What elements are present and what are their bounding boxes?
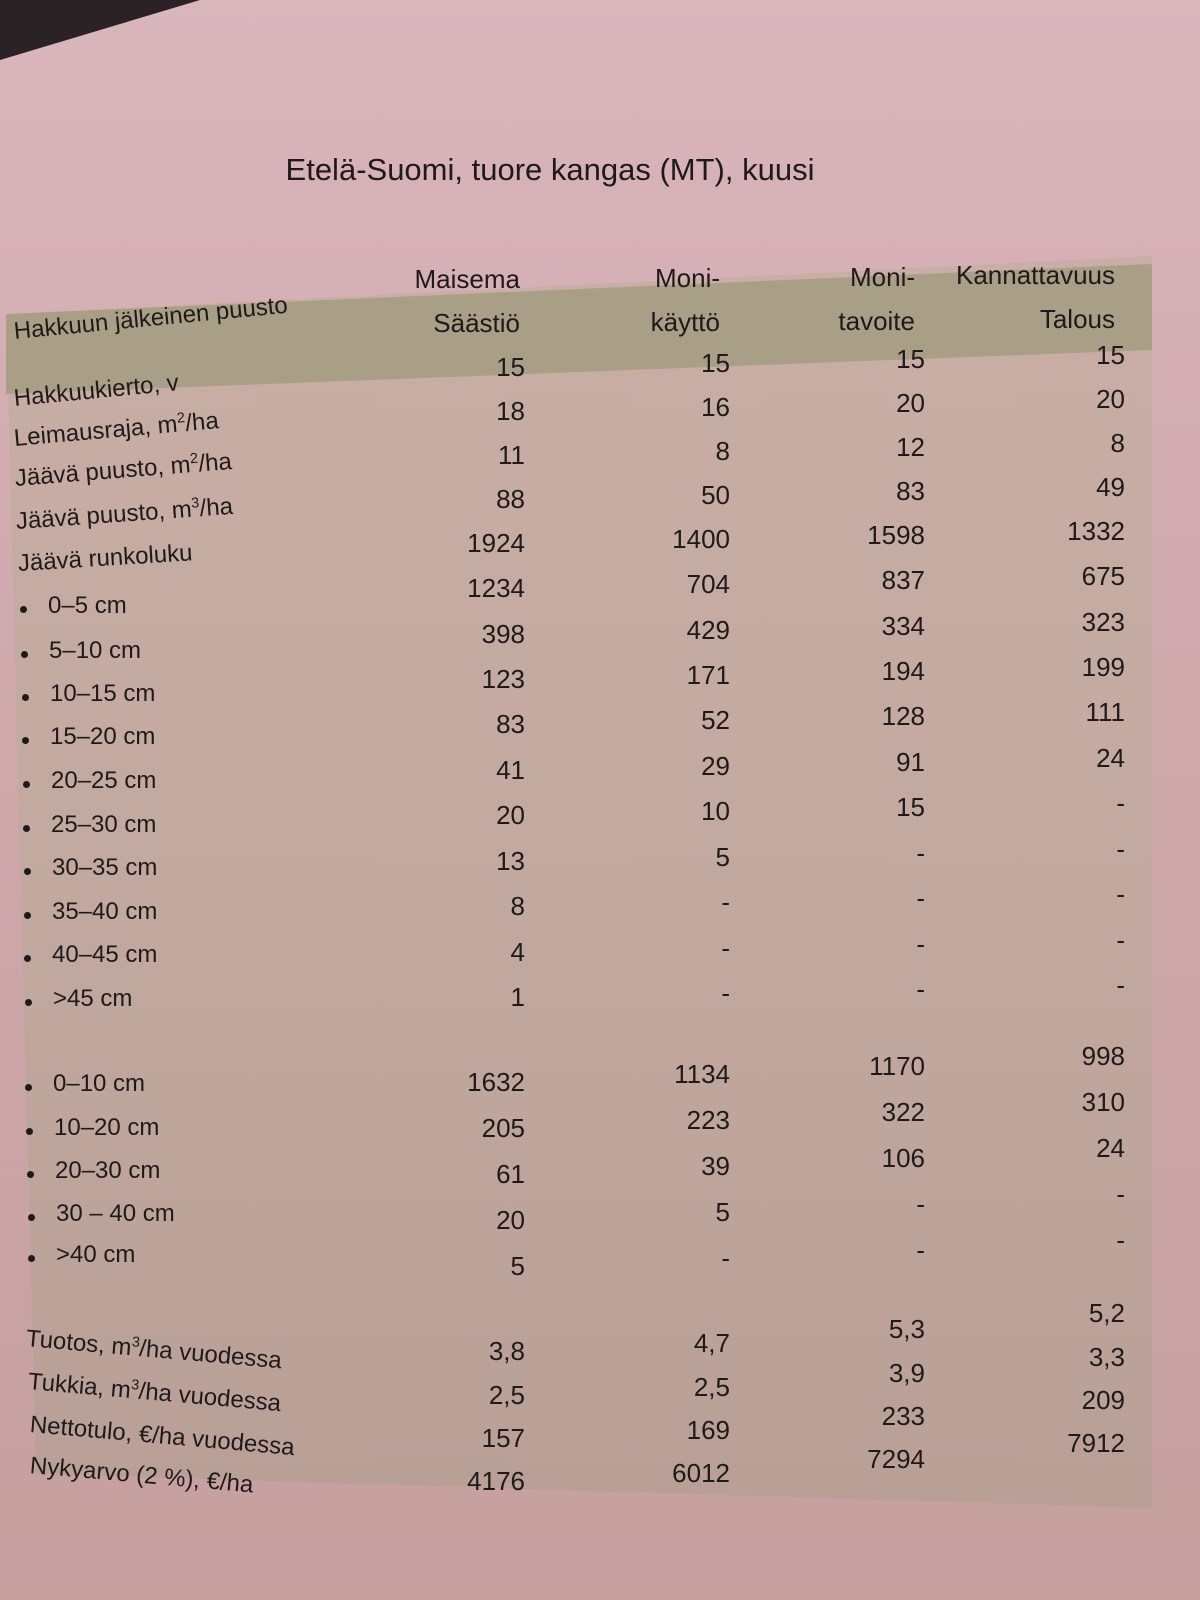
table-cell: 2,5 bbox=[488, 1380, 525, 1410]
table-cell: 209 bbox=[1081, 1385, 1125, 1415]
table-cell: 323 bbox=[1081, 607, 1125, 637]
table-cell: 41 bbox=[496, 755, 525, 785]
table-cell: 1170 bbox=[869, 1051, 925, 1081]
table-cell: 205 bbox=[481, 1113, 525, 1143]
table-cell: 24 bbox=[1096, 1133, 1125, 1163]
table-cell: 20 bbox=[1096, 384, 1125, 414]
table-cell: 111 bbox=[1085, 697, 1125, 727]
table-cell: 4176 bbox=[467, 1466, 525, 1496]
table-cell: 52 bbox=[701, 705, 730, 735]
table-cell: 15 bbox=[496, 352, 525, 382]
table-cell: 675 bbox=[1081, 561, 1125, 591]
bullet-icon bbox=[25, 999, 32, 1006]
table-cell: 2,5 bbox=[693, 1372, 730, 1402]
table-cell: 20 bbox=[896, 388, 925, 418]
bullet-icon bbox=[23, 781, 30, 788]
bullet-icon bbox=[28, 1214, 35, 1221]
table-cell: 171 bbox=[686, 660, 730, 690]
table-cell: 6012 bbox=[672, 1458, 730, 1488]
row-label: 0–5 cm bbox=[48, 592, 127, 619]
table-cell: 20 bbox=[496, 800, 525, 830]
table-cell: - bbox=[721, 1243, 730, 1273]
table-cell: 13 bbox=[496, 846, 525, 876]
row-label: 20–30 cm bbox=[55, 1157, 161, 1184]
row-label: 10–20 cm bbox=[54, 1114, 160, 1141]
table-cell: 16 bbox=[701, 392, 730, 422]
table-cell: 704 bbox=[686, 569, 730, 599]
table-cell: 83 bbox=[496, 709, 525, 739]
table-cell: 106 bbox=[881, 1143, 925, 1173]
table-cell: 1134 bbox=[674, 1059, 730, 1089]
table-cell: 334 bbox=[881, 611, 925, 641]
row-label: 15–20 cm bbox=[50, 723, 156, 750]
table-cell: 5,3 bbox=[888, 1314, 925, 1344]
table-cell: 88 bbox=[496, 484, 525, 514]
column-header-1-line1: Maisema bbox=[414, 264, 520, 294]
row-label: >40 cm bbox=[56, 1241, 136, 1268]
row-label: 25–30 cm bbox=[51, 811, 157, 838]
table-cell: 15 bbox=[896, 344, 925, 374]
column-header-3-line1: Moni- bbox=[849, 261, 915, 292]
table-cell: 3,8 bbox=[488, 1336, 525, 1366]
table-cell: 1598 bbox=[867, 520, 925, 550]
table-cell: 83 bbox=[896, 476, 925, 506]
table-cell: 429 bbox=[686, 615, 730, 645]
table-cell: 157 bbox=[481, 1423, 525, 1453]
row-label: 10–15 cm bbox=[50, 680, 156, 707]
table-cell: 8 bbox=[510, 891, 525, 921]
row-label: Nettotulo, €/ha vuodessa bbox=[28, 1411, 296, 1462]
table-cell: 3,3 bbox=[1088, 1342, 1125, 1372]
row-label: Nykyarvo (2 %), €/ha bbox=[28, 1452, 255, 1499]
table-cell: 15 bbox=[1096, 340, 1125, 370]
row-label: Leimausraja, $m^2/ha$ bbox=[12, 407, 220, 452]
bullet-icon bbox=[28, 1255, 35, 1262]
table-cell: 49 bbox=[1096, 472, 1125, 502]
table-cell: 5 bbox=[715, 1197, 730, 1227]
bullet-icon bbox=[22, 694, 29, 701]
column-header-4-line1: Kannattavuus bbox=[955, 260, 1115, 291]
row-label: 0–10 cm bbox=[53, 1070, 146, 1097]
bullet-icon bbox=[25, 1084, 32, 1091]
bullet-icon bbox=[20, 606, 27, 613]
table-cell: 8 bbox=[1110, 428, 1125, 458]
table-cell: - bbox=[916, 929, 925, 959]
table-cell: 18 bbox=[496, 396, 525, 426]
table-cell: 5 bbox=[510, 1251, 525, 1281]
row-label: 20–25 cm bbox=[51, 767, 157, 794]
table-cell: 15 bbox=[701, 348, 730, 378]
bullet-icon bbox=[27, 1171, 34, 1178]
table-cell: 169 bbox=[686, 1415, 730, 1445]
column-header-3-line2: tavoite bbox=[838, 305, 915, 336]
table-cell: 310 bbox=[1081, 1087, 1125, 1117]
row-label: Jäävä runkoluku bbox=[17, 539, 194, 577]
table-cell: 199 bbox=[1081, 652, 1125, 682]
table-cell: 7294 bbox=[867, 1444, 925, 1474]
table-cell: 12 bbox=[896, 432, 925, 462]
table-cell: 4 bbox=[510, 937, 525, 967]
column-header-1-line2: Säästiö bbox=[433, 308, 520, 338]
table-cell: 11 bbox=[498, 440, 525, 470]
table-cell: - bbox=[1116, 879, 1125, 909]
row-label: 30 – 40 cm bbox=[56, 1200, 175, 1227]
column-header-4-line2: Talous bbox=[1039, 304, 1115, 335]
table-cell: 7912 bbox=[1067, 1428, 1125, 1458]
table-cell: 233 bbox=[881, 1401, 925, 1431]
bullet-icon bbox=[23, 825, 30, 832]
table-cell: - bbox=[1116, 788, 1125, 818]
table-cell: 20 bbox=[496, 1205, 525, 1235]
table-cell: 123 bbox=[481, 664, 525, 694]
table-cell: 398 bbox=[481, 619, 525, 649]
table-cell: 4,7 bbox=[693, 1328, 730, 1358]
table-cell: - bbox=[1116, 834, 1125, 864]
table-cell: 837 bbox=[881, 565, 925, 595]
bullet-icon bbox=[24, 868, 31, 875]
table-cell: 10 bbox=[701, 796, 730, 826]
table-cell: - bbox=[916, 974, 925, 1004]
table-cell: 998 bbox=[1081, 1041, 1125, 1071]
table-cell: 91 bbox=[896, 747, 925, 777]
table-cell: - bbox=[916, 838, 925, 868]
row-label: Jäävä puusto, $m^2/ha$ bbox=[13, 447, 233, 492]
table-cell: 15 bbox=[896, 792, 925, 822]
page-title: Etelä-Suomi, tuore kangas (MT), kuusi bbox=[285, 152, 815, 187]
table-cell: 8 bbox=[715, 436, 730, 466]
table-cell: 24 bbox=[1096, 743, 1125, 773]
table-cell: 50 bbox=[701, 480, 730, 510]
row-label: >45 cm bbox=[53, 985, 133, 1012]
row-label: Tukkia, $m^3/ha$ vuodessa bbox=[26, 1368, 283, 1418]
table-cell: 39 bbox=[701, 1151, 730, 1181]
photo-background-corner bbox=[0, 0, 200, 60]
table-cell: 3,9 bbox=[888, 1358, 925, 1388]
bullet-icon bbox=[26, 1128, 33, 1135]
table-cell: 5,2 bbox=[1088, 1298, 1125, 1328]
row-label: 35–40 cm bbox=[52, 898, 158, 925]
row-label: Hakkuukierto, v bbox=[12, 369, 180, 412]
table-cell: - bbox=[916, 883, 925, 913]
table-cell: 1 bbox=[510, 982, 525, 1012]
table-cell: - bbox=[1116, 925, 1125, 955]
table-cell: - bbox=[1116, 1179, 1125, 1209]
table-cell: - bbox=[1116, 1225, 1125, 1255]
table-cell: 61 bbox=[496, 1159, 525, 1189]
table-cell: - bbox=[721, 933, 730, 963]
table-cell: - bbox=[916, 1235, 925, 1265]
table-cell: 1332 bbox=[1067, 516, 1125, 546]
table-cell: - bbox=[721, 887, 730, 917]
row-label: 30–35 cm bbox=[52, 854, 158, 881]
bullet-icon bbox=[24, 912, 31, 919]
table-cell: 223 bbox=[686, 1105, 730, 1135]
row-label: Tuotos, $m^3/ha$ vuodessa bbox=[24, 1325, 283, 1375]
column-header-2-line1: Moni- bbox=[654, 262, 720, 293]
table-cell: 322 bbox=[881, 1097, 925, 1127]
table-cell: 29 bbox=[701, 751, 730, 781]
row-label: 5–10 cm bbox=[49, 637, 142, 664]
table-cell: 1234 bbox=[467, 573, 525, 603]
table-cell: 1400 bbox=[672, 524, 730, 554]
bullet-icon bbox=[22, 737, 29, 744]
table-cell: 1632 bbox=[467, 1067, 525, 1097]
table-cell: 1924 bbox=[467, 528, 525, 558]
table-cell: 128 bbox=[881, 701, 925, 731]
table-cell: 194 bbox=[881, 656, 925, 686]
table-cell: - bbox=[1116, 970, 1125, 1000]
bullet-icon bbox=[24, 955, 31, 962]
table-cell: 5 bbox=[715, 842, 730, 872]
column-header-2-line2: käyttö bbox=[650, 306, 720, 337]
row-label: 40–45 cm bbox=[52, 941, 158, 968]
bullet-icon bbox=[21, 651, 28, 658]
row-label: Jäävä puusto, $m^3/ha$ bbox=[15, 492, 234, 535]
table-cell: - bbox=[721, 978, 730, 1008]
header-row-label: Hakkuun jälkeinen puusto bbox=[12, 291, 289, 345]
table-cell: - bbox=[916, 1189, 925, 1219]
